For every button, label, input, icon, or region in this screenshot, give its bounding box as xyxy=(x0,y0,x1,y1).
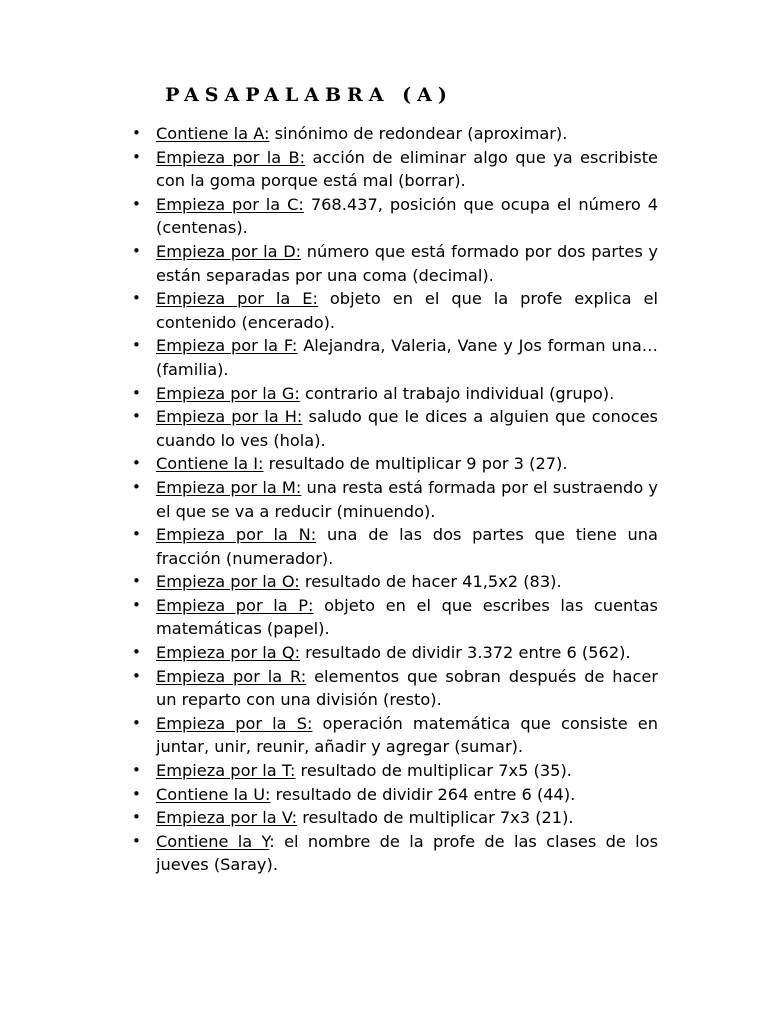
clue-label: Contiene la I: xyxy=(156,454,264,474)
clue-label: Empieza por la P: xyxy=(156,595,314,615)
clue-label: Empieza por la S: xyxy=(156,713,313,733)
bullet-icon: • xyxy=(132,666,141,685)
bullet-icon: • xyxy=(132,572,141,591)
clue-label: Empieza por la V: xyxy=(156,808,298,828)
clue-text: resultado de multiplicar 7x5 (35). xyxy=(295,761,572,781)
clue-item xyxy=(130,476,658,523)
bullet-icon: • xyxy=(132,194,141,213)
bullet-icon: • xyxy=(132,336,141,355)
clue-item xyxy=(130,712,658,759)
clue-label: Empieza por la T: xyxy=(156,761,296,781)
clue-text: sinónimo de redondear (aproximar). xyxy=(269,124,568,143)
clue-item xyxy=(130,334,658,381)
clue-text: número que está formado por dos partes y están separadas por una coma (decimal). xyxy=(156,241,658,285)
clue-label: Empieza por la C: xyxy=(156,194,304,214)
clue-text: saludo que le dices a alguien que conoces cuando lo ves (hola). xyxy=(156,407,658,450)
clue-label: Empieza por la F: xyxy=(156,336,298,356)
clue-item xyxy=(130,523,658,570)
clue-item xyxy=(130,759,658,783)
clue-text: resultado de dividir 264 entre 6 (44). xyxy=(270,784,576,804)
clue-item xyxy=(130,382,658,406)
clue-label: Empieza por la O: xyxy=(156,572,300,592)
bullet-icon: • xyxy=(132,454,141,473)
clue-item xyxy=(130,452,658,476)
clue-text: una resta está formada por el sustraendo y el que se va a reducir (minuendo). xyxy=(156,477,658,521)
clue-text: resultado de dividir 3.372 entre 6 (562). xyxy=(300,643,631,663)
bullet-icon: • xyxy=(132,525,141,544)
clue-label: Empieza por la G: xyxy=(156,383,300,403)
clue-label: Contiene la Y xyxy=(156,831,270,851)
bullet-icon: • xyxy=(132,761,141,780)
bullet-icon: • xyxy=(132,784,141,803)
clue-label: Empieza por la H: xyxy=(156,407,303,427)
bullet-icon: • xyxy=(132,383,141,402)
clue-label: Empieza por la N: xyxy=(156,525,317,545)
clue-item xyxy=(130,806,658,830)
clue-text: 768.437, posición que ocupa el número 4 (centenas). xyxy=(156,194,659,238)
clue-text: resultado de multiplicar 7x3 (21). xyxy=(297,808,574,828)
clue-item xyxy=(130,287,658,334)
bullet-icon: • xyxy=(132,713,141,732)
clue-item xyxy=(130,594,658,641)
clue-item xyxy=(130,146,658,193)
bullet-icon: • xyxy=(132,407,141,426)
clue-item xyxy=(130,783,658,807)
clue-item xyxy=(130,122,658,146)
bullet-icon: • xyxy=(132,147,141,166)
bullet-icon: • xyxy=(132,477,141,496)
clue-text: Alejandra, Valeria, Vane y Jos forman una… (familia). xyxy=(156,336,658,379)
clue-text: elementos que sobran después de hacer un reparto con una división (resto). xyxy=(156,666,658,710)
clue-item xyxy=(130,240,658,287)
clue-item xyxy=(130,405,658,452)
bullet-icon: • xyxy=(132,808,141,827)
clue-item xyxy=(130,830,658,877)
clue-label: Empieza por la Q: xyxy=(156,643,301,663)
clue-text: objeto en el que escribes las cuentas matemáticas (papel). xyxy=(156,595,658,639)
clue-text: una de las dos partes que tiene una fracción (numerador). xyxy=(156,525,658,568)
clue-label: Empieza por la M: xyxy=(156,477,302,497)
clue-item xyxy=(130,665,658,712)
clue-item xyxy=(130,570,658,594)
clue-list xyxy=(130,122,658,877)
bullet-icon: • xyxy=(132,289,141,308)
bullet-icon: • xyxy=(132,643,141,662)
clue-item xyxy=(130,641,658,665)
bullet-icon: • xyxy=(132,831,141,850)
clue-text: operación matemática que consiste en juntar, unir, reunir, añadir y agregar (sumar). xyxy=(156,713,659,757)
clue-label: Contiene la U: xyxy=(156,784,271,804)
clue-text: contrario al trabajo individual (grupo). xyxy=(299,383,615,403)
clue-label: Empieza por la E: xyxy=(156,289,318,309)
clue-label: Empieza por la R: xyxy=(156,666,307,686)
clue-text: resultado de hacer 41,5x2 (83). xyxy=(299,572,562,592)
document-title-block xyxy=(0,84,768,106)
bullet-icon: • xyxy=(132,241,141,260)
clue-label: Contiene la A: xyxy=(156,124,270,143)
document-title: PASAPALABRA (A) xyxy=(165,84,453,106)
clue-text: : el nombre de la profe de las clases de los jueves (Saray). xyxy=(156,831,658,875)
clue-text: acción de eliminar algo que ya escribiste con la goma porque está mal (borrar). xyxy=(156,147,658,191)
clue-text: objeto en el que la profe explica el contenido (encerado). xyxy=(156,289,659,332)
clue-item xyxy=(130,193,658,240)
bullet-icon: • xyxy=(132,595,141,614)
bullet-icon: • xyxy=(132,124,141,142)
clue-text: resultado de multiplicar 9 por 3 (27). xyxy=(263,454,568,474)
clue-label: Empieza por la D: xyxy=(156,241,302,261)
clue-label: Empieza por la B: xyxy=(156,147,306,167)
